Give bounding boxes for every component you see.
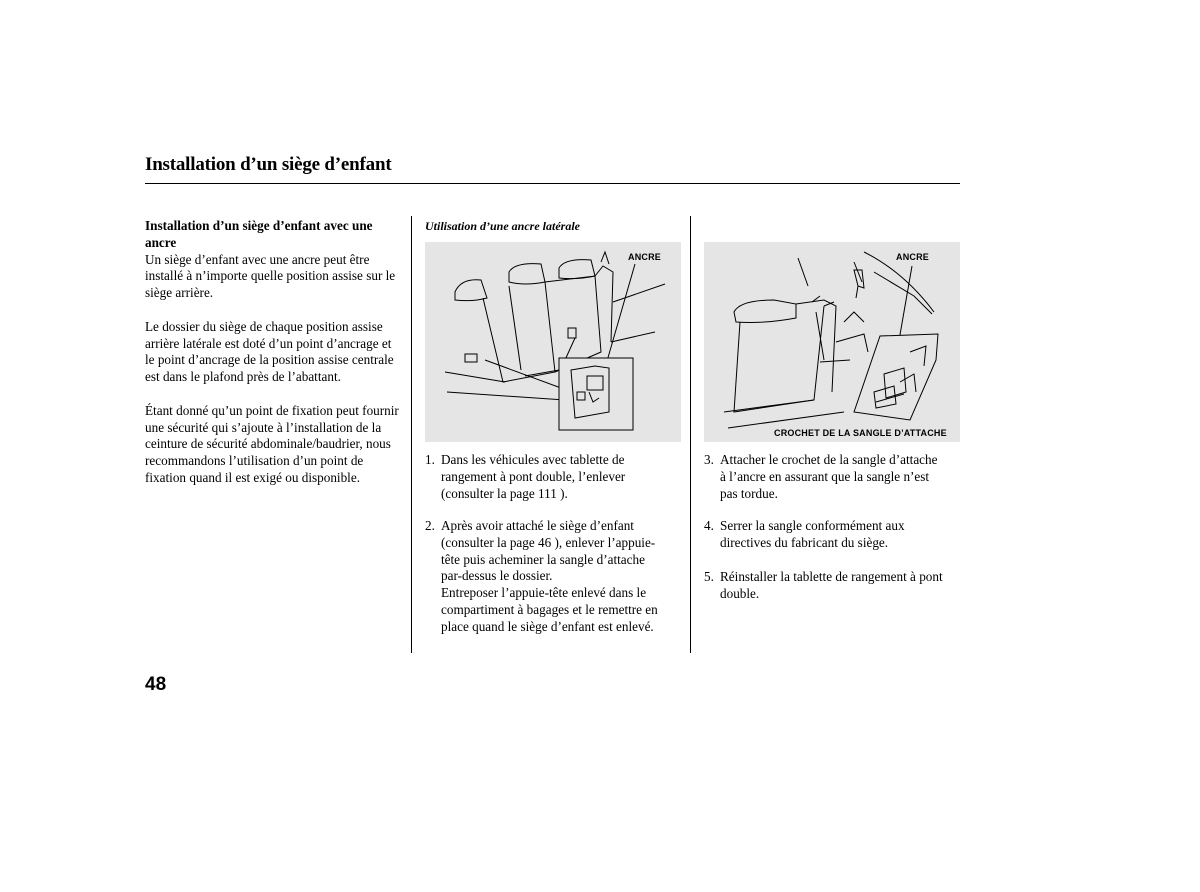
step-text: Serrer la sangle conformément aux directives du fabricant du siège. <box>720 518 905 550</box>
column-divider-right <box>690 216 691 653</box>
step-number: 3. <box>704 452 714 467</box>
step-text: Dans les véhicules avec tablette de rangement à pont double, l’enlever (consulter la page 111 ). <box>441 452 626 501</box>
step-number: 4. <box>704 518 714 533</box>
tether-hook-anchor-illustration <box>704 242 960 442</box>
step-text: Après avoir attaché le siège d’enfant (consulter la page 46 ), enlever l’appuie- tête puis acheminer la sangle d’attache par-dessus le dossier. Entreposer l’appuie-tête enlevé dans le compartiment à bagages et le remettre en place quand le siège d’enfant est enlevé. <box>441 518 658 634</box>
figure-tether-hook <box>704 242 960 442</box>
step-number: 5. <box>704 569 714 584</box>
figure-label-tether-hook: CROCHET DE LA SANGLE D’ATTACHE <box>774 428 947 438</box>
paragraph: Le dossier du siège de chaque position assise arrière latérale est doté d’un point d’ancrage et le point d’ancrage de la position assise centrale est dans le plafond près de l’abattant. <box>145 318 394 385</box>
page-number: 48 <box>145 674 167 695</box>
left-column <box>145 218 403 487</box>
list-item <box>704 452 964 504</box>
title-rule <box>145 183 960 184</box>
list-item <box>425 518 685 638</box>
step-text: Attacher le crochet de la sangle d’attache à l’ancre en assurant que la sangle n’est pas tordue. <box>720 452 938 501</box>
paragraph: Étant donné qu’un point de fixation peut fournir une sécurité qui s’ajoute à l’installation de la ceinture de sécurité abdominale/baudrier, nous recommandons l’utilisation d’un point de fixation quand il est exigé ou disponible. <box>145 402 399 485</box>
subsection-heading: Utilisation d’une ancre latérale <box>425 219 581 233</box>
figure-label-anchor: ANCRE <box>896 252 930 262</box>
list-item <box>704 518 964 554</box>
list-item <box>704 569 964 605</box>
step-number: 1. <box>425 452 435 467</box>
list-item <box>425 452 685 501</box>
figure-side-anchor <box>425 242 681 442</box>
column-divider-left <box>411 216 412 653</box>
rear-seat-anchor-illustration <box>425 242 681 442</box>
step-text: Réinstaller la tablette de rangement à pont double. <box>720 569 943 601</box>
step-number: 2. <box>425 518 435 533</box>
section-heading: Installation d’un siège d’enfant avec une ancre <box>145 218 373 250</box>
figure-label-anchor: ANCRE <box>628 252 662 262</box>
page-title: Installation d’un siège d’enfant <box>145 154 392 175</box>
paragraph: Un siège d’enfant avec une ancre peut être installé à n’importe quelle position assise sur le siège arrière. <box>145 251 396 301</box>
